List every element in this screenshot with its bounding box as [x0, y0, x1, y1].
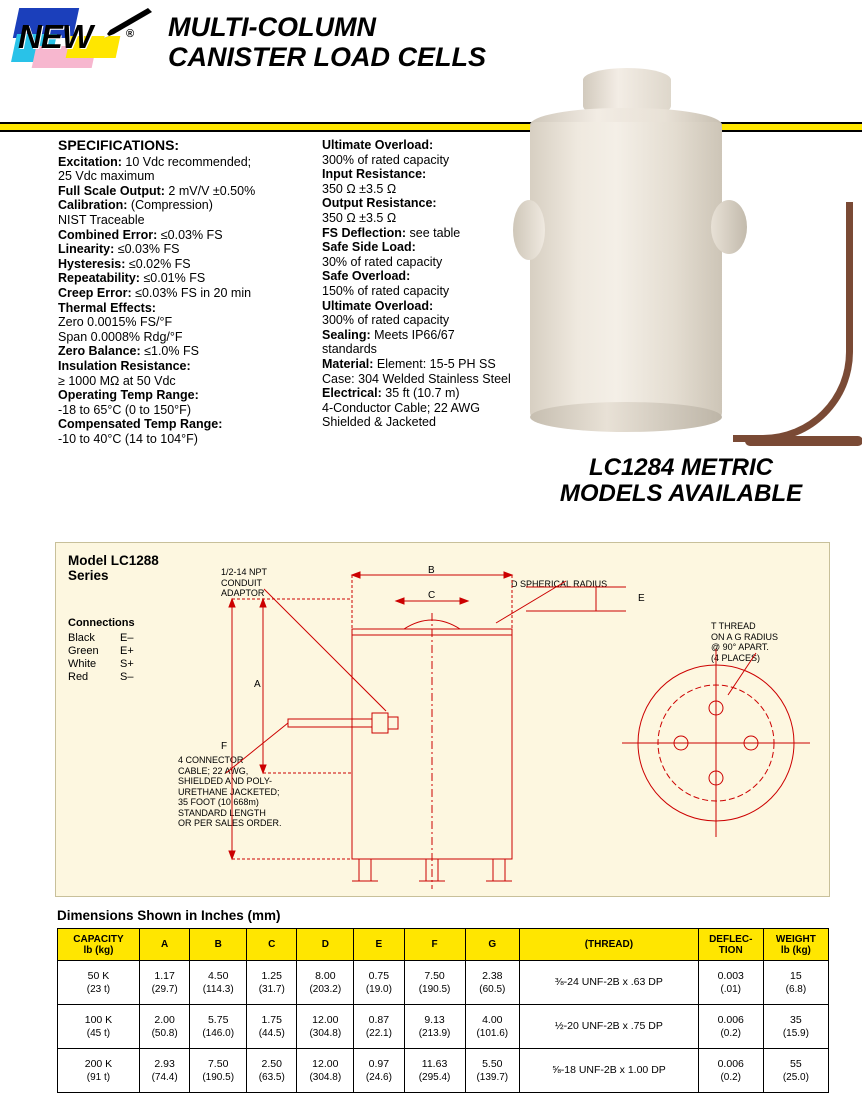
spec-label: Thermal Effects: — [58, 300, 156, 315]
table-cell-b — [190, 1049, 247, 1093]
spec-value: 35 ft (10.7 m) — [381, 386, 460, 401]
dim-label-b: B — [428, 565, 435, 576]
table-cell-a — [139, 1005, 189, 1049]
spec-value: ≤1.0% FS — [140, 344, 199, 359]
table-cell-metric: (15.9) — [782, 1027, 809, 1039]
connection-color: Green — [68, 645, 99, 657]
table-cell-value: 15 — [790, 969, 802, 982]
spec-label: Combined Error: — [58, 227, 158, 242]
spec-label: Sealing: — [322, 327, 371, 342]
load-cell-cable-tail — [745, 436, 862, 446]
spec-label: Compensated Temp Range: — [58, 417, 223, 432]
table-column-header-line: G — [488, 939, 497, 950]
spec-line — [58, 257, 308, 272]
table-column-header-line: CAPACITY — [73, 933, 124, 945]
table-cell-value: 1.25 — [261, 969, 282, 982]
table-cell-c — [247, 1049, 297, 1093]
table-cell-metric: (190.5) — [418, 983, 451, 995]
spec-value: Span 0.0008% Rdg/°F — [58, 329, 183, 344]
connection-code: E– — [120, 632, 134, 644]
spec-value: Meets IP66/67 — [370, 327, 455, 342]
spec-value: -18 to 65°C (0 to 150°F) — [58, 402, 191, 417]
spec-value: ≥ 1000 MΩ at 50 Vdc — [58, 373, 176, 388]
table-title: Dimensions Shown in Inches (mm) — [57, 908, 281, 923]
table-cell-value: 0.006 — [717, 1013, 744, 1026]
spec-line — [58, 213, 308, 228]
dimensions-table — [57, 928, 829, 1093]
spec-line — [322, 138, 552, 153]
spec-value: 4-Conductor Cable; 22 AWG — [322, 400, 480, 415]
dimensional-drawing-panel — [55, 542, 830, 897]
table-cell-value: 2.50 — [261, 1057, 282, 1070]
spec-value: 150% of rated capacity — [322, 283, 450, 298]
spec-label: Ultimate Overload: — [322, 298, 434, 313]
spec-value: 350 Ω ±3.5 Ω — [322, 181, 397, 196]
spec-label: Full Scale Output: — [58, 183, 165, 198]
spec-line — [58, 432, 308, 447]
table-cell-metric: (22.1) — [365, 1027, 392, 1039]
spec-line — [322, 153, 552, 168]
table-cell-metric: (101.6) — [476, 1027, 509, 1039]
registered-mark: ® — [126, 28, 135, 40]
table-cell-value: 2.00 — [154, 1013, 175, 1026]
spec-label: Input Resistance: — [322, 167, 427, 182]
table-column-header-line: D — [321, 939, 329, 950]
callout-line: T THREAD — [711, 621, 756, 631]
table-cell-metric: (.01) — [720, 983, 742, 995]
table-cell-value: 0.97 — [368, 1057, 390, 1070]
table-cell-metric: (63.5) — [258, 1071, 285, 1083]
table-cell-d — [297, 961, 354, 1005]
table-cell-b — [190, 961, 247, 1005]
callout-line: ADAPTOR — [221, 588, 265, 598]
dim-label-c: C — [428, 590, 436, 601]
table-cell-metric: (0.2) — [720, 1027, 742, 1039]
connection-code: S+ — [120, 658, 134, 670]
load-cell-cable — [733, 202, 853, 442]
table-cell-metric: (6.8) — [785, 983, 807, 995]
table-cell-value: 5.50 — [482, 1057, 503, 1070]
callout-line: CABLE; 22 AWG, — [178, 765, 249, 776]
table-cell-a — [139, 961, 189, 1005]
table-cell-value: 2.93 — [154, 1057, 175, 1070]
specifications-column-left — [58, 138, 308, 446]
spec-line — [322, 372, 552, 387]
badge-label: NEW — [18, 18, 92, 55]
table-column-header-line: WEIGHT — [775, 933, 816, 945]
table-cell-metric: (60.5) — [479, 983, 506, 995]
dim-label-f: F — [221, 741, 228, 752]
connections-header: Connections — [68, 617, 135, 629]
table-cell-e — [354, 961, 404, 1005]
table-cell-value: ½-20 UNF-2B x .75 DP — [554, 1020, 663, 1032]
spec-line — [322, 342, 552, 357]
callout-line: @ 90° APART. — [711, 642, 769, 652]
spec-value: ≤0.03% FS in 20 min — [131, 285, 252, 300]
spec-label: Safe Side Load: — [322, 240, 416, 255]
table-cell-metric: (213.9) — [418, 1027, 451, 1039]
table-cell-f — [404, 961, 465, 1005]
spec-label: Material: — [322, 356, 374, 371]
spec-value: NIST Traceable — [58, 212, 145, 227]
table-cell-thread — [520, 1005, 699, 1049]
table-column-header-line: B — [214, 939, 222, 950]
table-column-header — [465, 929, 520, 961]
spec-line — [58, 374, 308, 389]
table-row — [58, 1005, 829, 1049]
table-cell-value: 0.75 — [368, 969, 390, 982]
table-cell-value: 0.006 — [717, 1057, 744, 1070]
table-column-header — [139, 929, 189, 961]
table-cell-c — [247, 1005, 297, 1049]
table-cell-c — [247, 961, 297, 1005]
callout-line: 4 CONNECTOR — [178, 755, 244, 765]
spec-line — [322, 415, 552, 430]
table-column-header-line: DEFLEC- — [709, 933, 753, 945]
table-cell-value: 0.003 — [717, 969, 744, 982]
page-title-line2: CANISTER LOAD CELLS — [168, 42, 487, 72]
table-cell-thread — [520, 1049, 699, 1093]
spec-line — [322, 386, 552, 401]
spec-line — [322, 226, 552, 241]
spec-line — [58, 403, 308, 418]
spec-line — [322, 401, 552, 416]
spec-line — [322, 357, 552, 372]
table-cell-d — [297, 1005, 354, 1049]
table-column-header — [520, 929, 699, 961]
table-cell-metric: (19.0) — [365, 983, 392, 995]
spec-line — [58, 184, 308, 199]
table-cell-value: 100 K — [84, 1013, 113, 1026]
spec-line — [322, 299, 552, 314]
connection-color: Red — [68, 671, 89, 683]
table-column-header-line: F — [431, 939, 438, 950]
spec-line — [58, 301, 308, 316]
table-cell-value: 7.50 — [207, 1057, 229, 1070]
spec-value: standards — [322, 342, 377, 357]
table-cell-e — [354, 1049, 404, 1093]
table-cell-capacity — [58, 1049, 140, 1093]
spec-value: 350 Ω ±3.5 Ω — [322, 210, 397, 225]
table-cell-e — [354, 1005, 404, 1049]
spec-value: 300% of rated capacity — [322, 152, 450, 167]
page-title — [168, 12, 486, 72]
spec-value: Zero 0.0015% FS/°F — [58, 315, 173, 330]
table-column-header — [297, 929, 354, 961]
table-column-header-line: lb (kg) — [83, 944, 114, 956]
pen-icon — [100, 8, 156, 42]
page-title-line1: MULTI-COLUMN — [168, 12, 376, 42]
table-cell-value: 0.87 — [368, 1013, 390, 1026]
table-cell-metric: (45 t) — [86, 1027, 111, 1039]
table-column-header-line: A — [161, 939, 169, 950]
load-cell-base — [530, 402, 722, 432]
table-cell-metric: (29.7) — [151, 983, 178, 995]
table-column-header-line: TION — [718, 944, 743, 956]
table-column-header — [698, 929, 763, 961]
spec-label: Zero Balance: — [58, 344, 141, 359]
spec-label: Calibration: — [58, 198, 128, 213]
spec-value: see table — [406, 225, 461, 240]
spec-label: Excitation: — [58, 154, 122, 169]
table-cell-weight — [763, 1005, 828, 1049]
table-cell-value: 4.50 — [207, 969, 229, 982]
metric-models-heading — [500, 455, 862, 507]
table-cell-thread — [520, 961, 699, 1005]
spec-value: 25 Vdc maximum — [58, 169, 155, 184]
table-cell-metric: (24.6) — [365, 1071, 392, 1083]
connection-code: S– — [120, 671, 134, 683]
table-cell-value: 11.63 — [421, 1057, 448, 1070]
table-cell-a — [139, 1049, 189, 1093]
callout-line: 1/2-14 NPT — [221, 567, 268, 577]
connection-color: White — [68, 658, 97, 670]
table-cell-g — [465, 1049, 520, 1093]
table-cell-metric: (31.7) — [258, 983, 285, 995]
callout-line: STANDARD LENGTH — [178, 807, 266, 818]
spec-line — [58, 169, 308, 184]
table-cell-value: 200 K — [84, 1057, 113, 1070]
spec-label: Electrical: — [322, 386, 382, 401]
table-cell-weight — [763, 961, 828, 1005]
table-cell-f — [404, 1049, 465, 1093]
spec-line — [322, 313, 552, 328]
specifications-heading: SPECIFICATIONS: — [58, 137, 180, 153]
load-cell-body — [530, 122, 722, 422]
table-cell-weight — [763, 1049, 828, 1093]
callout-spherical-radius: D SPHERICAL RADIUS — [511, 579, 608, 589]
table-column-header — [354, 929, 404, 961]
table-cell-metric: (0.2) — [720, 1071, 742, 1083]
spec-line — [58, 155, 308, 170]
table-cell-value: 1.17 — [154, 969, 175, 982]
table-row — [58, 1049, 829, 1093]
table-column-header — [763, 929, 828, 961]
spec-line — [322, 167, 552, 182]
table-cell-defl — [698, 1005, 763, 1049]
table-cell-metric: (190.5) — [202, 1071, 235, 1083]
table-column-header — [58, 929, 140, 961]
spec-line — [58, 330, 308, 345]
table-cell-value: ⅝-18 UNF-2B x 1.00 DP — [551, 1064, 666, 1076]
spec-value: -10 to 40°C (14 to 104°F) — [58, 431, 198, 446]
table-cell-value: 12.00 — [312, 1013, 339, 1026]
spec-label: Insulation Resistance: — [58, 358, 191, 373]
spec-line — [322, 240, 552, 255]
spec-value: Case: 304 Welded Stainless Steel — [322, 371, 511, 386]
callout-line: ON A G RADIUS — [711, 631, 779, 642]
spec-line — [58, 242, 308, 257]
table-column-header-line: E — [375, 939, 383, 950]
table-cell-value: ⅜-24 UNF-2B x .63 DP — [554, 976, 663, 988]
table-column-header — [247, 929, 297, 961]
table-cell-metric: (50.8) — [151, 1027, 178, 1039]
table-cell-value: 9.13 — [424, 1013, 445, 1026]
table-cell-metric: (74.4) — [151, 1071, 178, 1083]
callout-line: CONDUIT — [221, 577, 262, 588]
spec-line — [58, 315, 308, 330]
spec-label: FS Deflection: — [322, 225, 407, 240]
table-cell-metric: (304.8) — [309, 1071, 342, 1083]
connection-color: Black — [68, 632, 95, 644]
drawing-model-line1: Model LC1288 — [68, 553, 159, 568]
spec-line — [58, 417, 308, 432]
table-cell-defl — [698, 961, 763, 1005]
table-column-header — [404, 929, 465, 961]
table-cell-g — [465, 1005, 520, 1049]
spec-label: Repeatability: — [58, 271, 140, 286]
spec-line — [322, 269, 552, 284]
table-cell-value: 12.00 — [312, 1057, 339, 1070]
spec-value: 2 mV/V ±0.50% — [164, 183, 256, 198]
spec-value: 300% of rated capacity — [322, 313, 450, 328]
spec-label: Creep Error: — [58, 285, 132, 300]
spec-line — [58, 359, 308, 374]
metric-line1: LC1284 METRIC — [588, 454, 774, 481]
table-cell-value: 2.38 — [482, 969, 503, 982]
spec-line — [322, 182, 552, 197]
table-cell-capacity — [58, 1005, 140, 1049]
product-photo — [505, 50, 862, 450]
spec-value: 10 Vdc recommended; — [121, 154, 252, 169]
spec-label: Output Resistance: — [322, 196, 437, 211]
spec-line — [322, 255, 552, 270]
spec-value: Shielded & Jacketed — [322, 415, 436, 430]
table-cell-value: 5.75 — [207, 1013, 229, 1026]
spec-label: Linearity: — [58, 242, 115, 257]
table-cell-metric: (23 t) — [86, 983, 111, 995]
specifications-column-right — [322, 138, 552, 430]
table-cell-metric: (114.3) — [202, 983, 234, 995]
spec-label: Operating Temp Range: — [58, 388, 199, 403]
spec-value: Element: 15-5 PH SS — [373, 356, 496, 371]
spec-line — [58, 271, 308, 286]
spec-value: ≤0.03% FS — [157, 227, 223, 242]
callout-line: URETHANE JACKETED; — [178, 786, 280, 797]
spec-label: Safe Overload: — [322, 269, 411, 284]
connection-code: E+ — [120, 645, 134, 657]
spec-value: (Compression) — [127, 198, 213, 213]
spec-value: ≤0.01% FS — [139, 271, 206, 286]
spec-line — [58, 198, 308, 213]
table-cell-metric: (295.4) — [418, 1071, 451, 1083]
table-cell-metric: (146.0) — [202, 1027, 235, 1039]
table-column-header-line: (THREAD) — [584, 939, 634, 950]
table-column-header-line: lb (kg) — [780, 944, 811, 956]
table-cell-value: 7.50 — [424, 969, 445, 982]
spec-value: ≤0.03% FS — [114, 242, 180, 257]
spec-line — [322, 284, 552, 299]
spec-line — [58, 344, 308, 359]
table-cell-metric: (139.7) — [476, 1071, 509, 1083]
table-cell-metric: (203.2) — [309, 983, 342, 995]
spec-line — [322, 328, 552, 343]
spec-label: Hysteresis: — [58, 256, 126, 271]
spec-value: 30% of rated capacity — [322, 254, 443, 269]
table-cell-value: 4.00 — [482, 1013, 503, 1026]
table-cell-f — [404, 1005, 465, 1049]
callout-line: 35 FOOT (10.668m) — [178, 797, 259, 807]
spec-line — [58, 388, 308, 403]
callout-line: (4 PLACES) — [711, 652, 761, 663]
table-cell-b — [190, 1005, 247, 1049]
spec-line — [58, 286, 308, 301]
spec-line — [58, 228, 308, 243]
spec-line — [322, 196, 552, 211]
spec-label: Ultimate Overload: — [322, 138, 434, 152]
callout-line: OR PER SALES ORDER. — [178, 818, 282, 828]
dimensions-table-head — [58, 929, 829, 961]
spec-value: ≤0.02% FS — [125, 256, 191, 271]
table-cell-value: 8.00 — [315, 969, 336, 982]
table-cell-metric: (25.0) — [782, 1071, 809, 1083]
metric-line2: MODELS AVAILABLE — [559, 480, 803, 507]
table-cell-capacity — [58, 961, 140, 1005]
table-cell-metric: (304.8) — [309, 1027, 342, 1039]
table-cell-value: 55 — [790, 1057, 802, 1070]
spec-line — [322, 211, 552, 226]
table-header-row — [58, 929, 829, 961]
dim-label-e: E — [638, 593, 645, 604]
table-column-header-line: C — [268, 939, 276, 950]
drawing-model-line2: Series — [68, 568, 109, 583]
table-cell-defl — [698, 1049, 763, 1093]
table-cell-value: 50 K — [87, 969, 110, 982]
table-cell-value: 1.75 — [261, 1013, 282, 1026]
table-column-header — [190, 929, 247, 961]
dim-label-a: A — [254, 679, 261, 690]
table-cell-d — [297, 1049, 354, 1093]
table-cell-metric: (44.5) — [258, 1027, 285, 1039]
table-cell-g — [465, 961, 520, 1005]
new-badge — [8, 6, 156, 68]
callout-line: SHIELDED AND POLY- — [178, 776, 273, 786]
table-row — [58, 961, 829, 1005]
dimensions-table-body — [58, 961, 829, 1093]
table-cell-value: 35 — [790, 1013, 802, 1026]
table-cell-metric: (91 t) — [86, 1071, 111, 1083]
drawing-vector — [56, 543, 831, 898]
